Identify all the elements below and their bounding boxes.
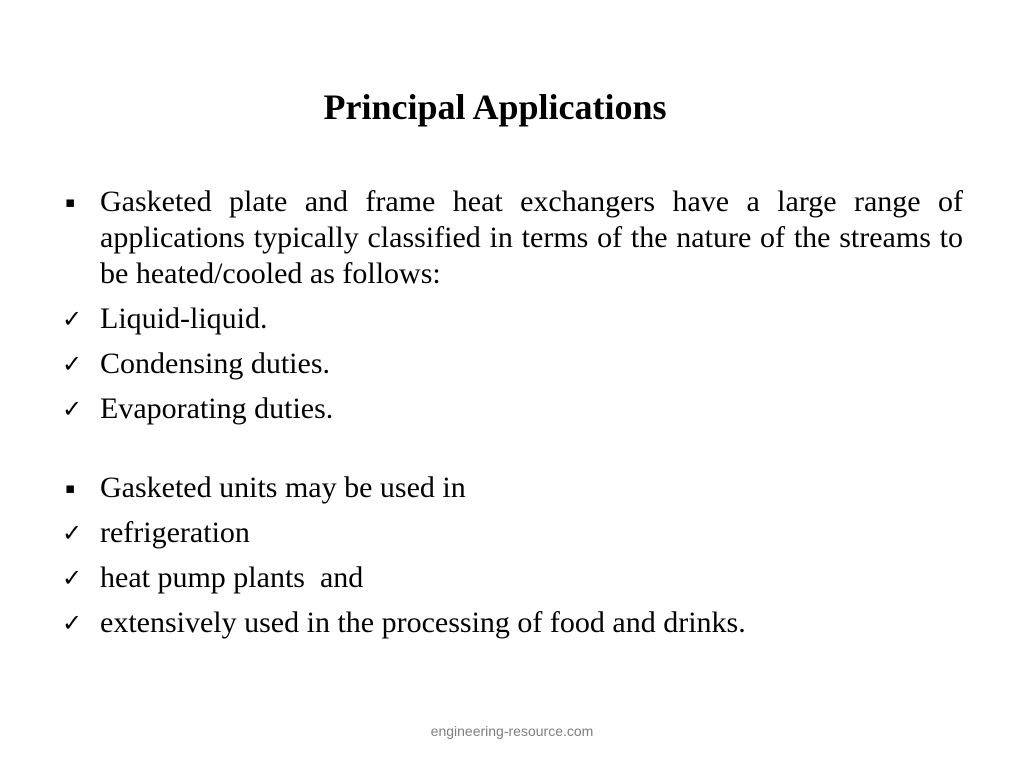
checkmark-icon: ✓ <box>62 564 83 592</box>
section2-intro-text: Gasketed units may be used in <box>100 471 466 504</box>
section1-intro-text: Gasketed plate and frame heat exchangers have a large range of applications typically classified in terms of the nature of the streams to be heated/cooled as follows: <box>100 185 963 290</box>
section-spacer <box>60 436 963 470</box>
list-item-text: Condensing duties. <box>100 347 330 380</box>
footer-watermark: engineering-resource.com <box>430 723 594 739</box>
section2-intro-row <box>60 470 963 506</box>
list-item <box>60 560 963 596</box>
list-item-text: Liquid-liquid. <box>100 302 268 335</box>
square-bullet-icon: ▪ <box>65 479 76 497</box>
list-item <box>60 391 963 427</box>
list-item <box>60 605 963 641</box>
checkmark-icon: ✓ <box>62 350 83 378</box>
list-item-text: extensively used in the processing of food and drinks. <box>100 606 746 639</box>
checkmark-icon: ✓ <box>62 519 83 547</box>
list-item <box>60 515 963 551</box>
list-item-text: heat pump plants and <box>100 561 364 594</box>
checkmark-icon: ✓ <box>62 305 83 333</box>
list-item-text: refrigeration <box>100 516 250 549</box>
section1-intro-row <box>60 184 963 292</box>
checkmark-icon: ✓ <box>62 395 83 423</box>
slide-title: Principal Applications <box>323 87 667 127</box>
list-item <box>60 346 963 382</box>
list-item-text: Evaporating duties. <box>100 392 334 425</box>
list-item <box>60 301 963 337</box>
slide-body <box>60 184 963 650</box>
square-bullet-icon: ▪ <box>65 193 76 211</box>
checkmark-icon: ✓ <box>62 609 83 637</box>
